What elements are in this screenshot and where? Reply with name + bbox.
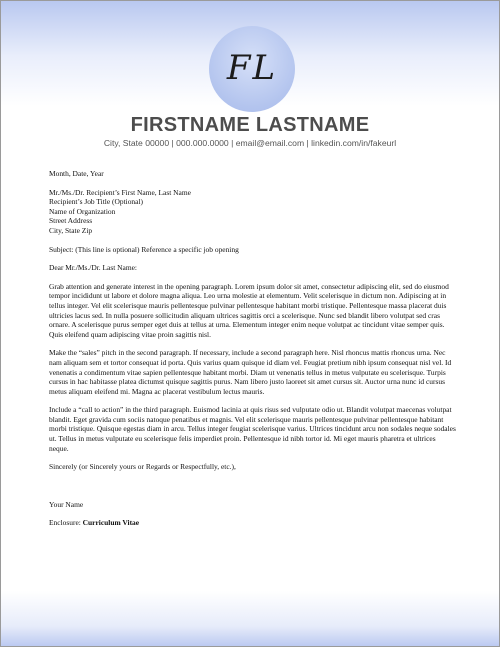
monogram-badge [209, 26, 295, 112]
recipient-city: City, State Zip [49, 225, 93, 235]
letter-date: Month, Date, Year [49, 169, 104, 178]
closing: Sincerely (or Sincerely yours or Regards or Respectfully, etc.), [49, 462, 236, 472]
paragraph-opening: Grab attention and generate interest in the opening paragraph. Lorem ipsum dolor sit amet, consectetur adipiscing elit, sed do eiusmod tempor incididunt ut labore et dolore magna aliqua. Leo urna molestie at elementum. Velit scelerisque in dictum non. Adipiscing at in tellus integer. Vel elit scelerisque mauris pellentesque pulvinar pellentesque habitant morbi tristique. Pellentesque massa placerat duis ultricies lacus sed. In nulla posuere sollicitudin aliquam ultrices sagittis orci a scelerisque. Nunc sed blandit libero volutpat sed cras ornare. A scelerisque purus semper eget duis at tellus at urna. Elementum integer enim neque volutpat ac tincidunt vitae semper quis. Quis eleifend quam adipiscing vitae proin sagittis nisl. [49, 281, 449, 339]
applicant-name: FIRSTNAME LASTNAME [130, 114, 370, 136]
contact-line: City, State 00000 | 000.000.0000 | email@email.com | linkedin.com/in/fakeurl [103, 138, 397, 148]
paragraph-sales-pitch: Make the “sales” pitch in the second paragraph. If necessary, include a second paragraph here. Nisl rhoncus mattis rhoncus urna. Nec nam aliquam sem et tortor consequat id porta. Quis varius quam quisque id diam vel. Feugiat pretium nibh ipsum consequat nisl vel. Id venenatis a condimentum vitae sapien pellentesque habitant morbi. Diam ut venenatis tellus in metus vulputate eu scelerisque. Turpis cursus in hac habitasse platea dictumst quisque sagittis purus. Nam libero justo laoreet sit amet cursus sit. Auctor urna nunc id cursus metus aliquam eleifend mi. Magna ac placerat vestibulum lectus mauris. [49, 348, 452, 396]
letter-body [49, 169, 456, 528]
enclosure-value: Curriculum Vitae [82, 518, 140, 528]
recipient-organization: Name of Organization [49, 206, 116, 216]
salutation: Dear Mr./Ms./Dr. Last Name: [49, 263, 137, 273]
enclosure-line [49, 518, 456, 528]
monogram-initials: FL [226, 48, 278, 88]
signature-name: Your Name [49, 499, 84, 509]
enclosure-label: Enclosure: [49, 518, 81, 528]
recipient-name: Mr./Ms./Dr. Recipient’s First Name, Last Name [49, 187, 191, 197]
paragraph-call-to-action: Include a “call to action” in the third paragraph. Euismod lacinia at quis risus sed vulputate odio ut. Blandit volutpat maecenas volutpat blandit. Eget gravida cum sociis natoque penatibus et magnis. Vel elit scelerisque mauris pellentesque pulvinar pellentesque habitant morbi tristique. Quisque egestas diam in arcu. Tellus integer feugiat scelerisque varius. Ultrices tincidunt arcu non sodales neque sodales ut. Tellus in metus vulputate eu scelerisque felis imperdiet proin. Pellentesque id nibh tortor id. Mi eget mauris pharetra et ultrices neque. [49, 405, 456, 453]
recipient-street: Street Address [49, 216, 93, 226]
subject-line: Subject: (This line is optional) Reference a specific job opening [49, 244, 239, 254]
recipient-block [49, 188, 456, 236]
recipient-title: Recipient’s Job Title (Optional) [49, 197, 143, 207]
